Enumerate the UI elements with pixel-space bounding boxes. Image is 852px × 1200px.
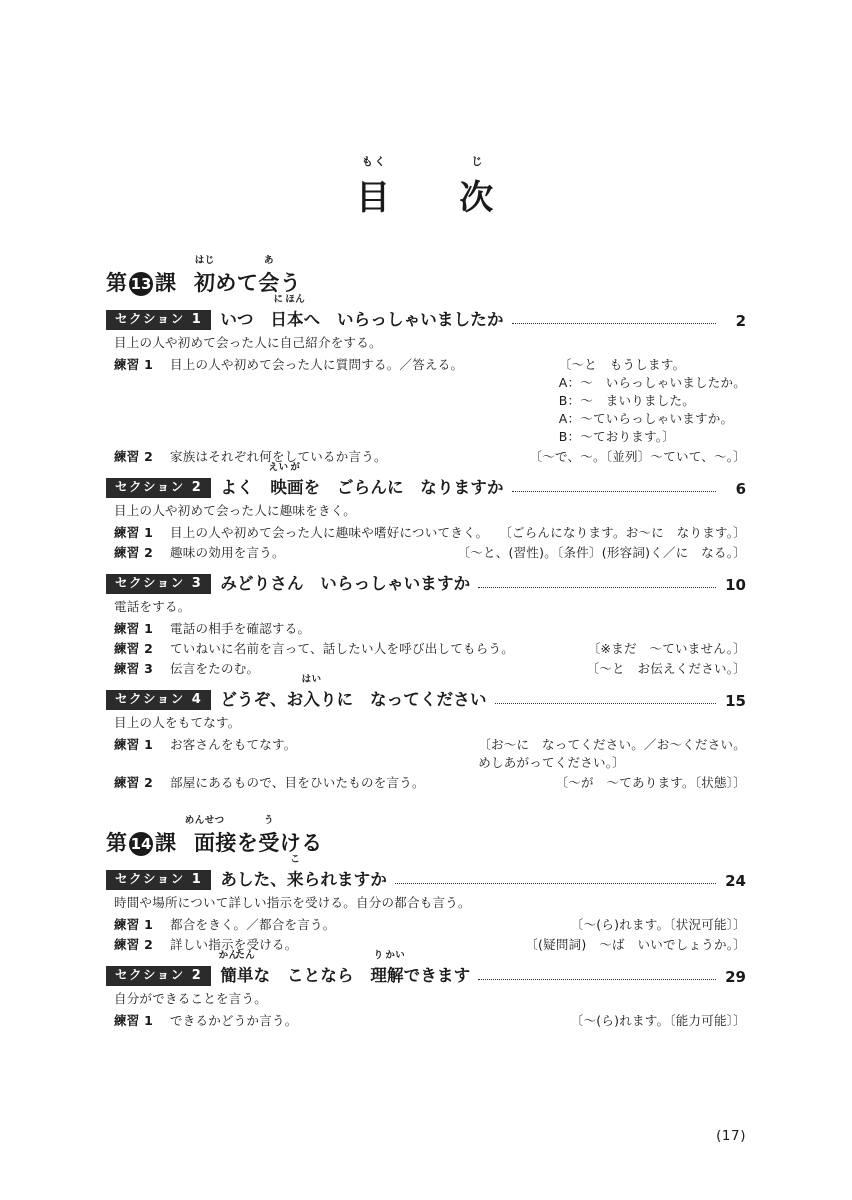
practice-notes: 〔～が ～てあります。〔状態〕〕 [555, 775, 746, 790]
practice-text: 家族はそれぞれ何をしているか言う。 [170, 449, 387, 464]
section-13-3-tag-number: 3 [191, 576, 203, 591]
practice-notes: 〔～と お伝えください。〕 [586, 661, 746, 676]
practice-notes: 〔～と もうします。 A：～ いらっしゃいましたか。 B：～ まいりました。 A：～ていらっしゃいますか。 B：～ております。〕 [558, 357, 746, 444]
toc-body [106, 219, 746, 1029]
lesson-13-number: 13 [129, 272, 153, 296]
practice-text: 電話の相手を確認する。 [170, 621, 311, 636]
lesson-14-title-pre: 面 [194, 831, 216, 855]
practice-13-4-1 [114, 735, 746, 771]
section-14-2-title: かん 簡 たん 単な ことなら り 理 かい 解できます [218, 950, 471, 985]
section-13-1-page: 2 [735, 312, 746, 330]
section-13-1-tag-number: 1 [191, 312, 203, 327]
section-14-1-tag-number: 1 [191, 872, 203, 887]
practice-13-4-2 [114, 773, 746, 791]
section-13-3-tag [106, 574, 211, 594]
lesson-13-title-post: う [279, 271, 302, 295]
section-14-2-desc: 自分ができることを言う。 [114, 991, 268, 1006]
lesson-14-heading [106, 815, 746, 857]
lesson-13-title-ruby-1: はじ [194, 255, 215, 266]
section-13-3-title: みどりさん いらっしゃいますか [220, 574, 471, 593]
title-char-2 [459, 155, 497, 219]
leader-dots [478, 978, 716, 980]
practice-13-3-3 [114, 659, 746, 677]
section-13-3[interactable] [106, 570, 746, 594]
leader-dots [395, 882, 716, 884]
section-14-1-tag [106, 870, 211, 890]
practice-label: 練習 2 [114, 641, 154, 656]
section-14-1-title: あした、 こ 来られますか [220, 854, 387, 889]
practice-text: できるかどうか言う。 [170, 1013, 298, 1028]
page-folio: (17) [716, 1128, 746, 1144]
lesson-13-title-mid: めて [215, 271, 259, 295]
section-13-4[interactable] [106, 674, 746, 710]
practice-13-1-1 [114, 355, 746, 445]
practice-text: 趣味の効用を言う。 [170, 545, 285, 560]
practice-13-2-2 [114, 543, 746, 561]
practice-notes: 〔ごらんになります。お～に なります。〕 [499, 525, 746, 540]
section-13-2-tag-label: セクション [115, 479, 185, 494]
page-title [0, 0, 852, 219]
section-14-2-tag [106, 966, 211, 986]
lesson-14 [106, 815, 746, 1029]
practice-13-2-1 [114, 523, 746, 541]
section-14-1-desc: 時間や場所について詳しい指示を受ける。自分の都合も言う。 [114, 895, 471, 910]
section-14-2-page: 29 [725, 968, 746, 986]
leader-dots [478, 586, 716, 588]
section-14-1[interactable] [106, 854, 746, 890]
practice-label: 練習 3 [114, 661, 154, 676]
lesson-14-title-mid: 接を [215, 831, 259, 855]
practice-label: 練習 1 [114, 1013, 154, 1028]
practice-label: 練習 1 [114, 737, 154, 752]
practice-label: 練習 1 [114, 621, 154, 636]
lesson-14-title-ruby-1: めんせつ [184, 815, 225, 826]
section-13-4-tag-label: セクション [115, 691, 185, 706]
section-13-3-tag-label: セクション [115, 575, 185, 590]
title-ruby-1: もく [361, 155, 387, 168]
practice-text: 都合をきく。／都合を言う。 [170, 917, 336, 932]
practice-label: 練習 2 [114, 775, 154, 790]
section-13-2-page: 6 [735, 480, 746, 498]
title-ruby-2: じ [471, 155, 484, 168]
practice-label: 練習 1 [114, 525, 154, 540]
practice-label: 練習 2 [114, 937, 154, 952]
practice-text: 詳しい指示を受ける。 [170, 937, 298, 952]
practice-14-2-1 [114, 1011, 746, 1029]
section-13-2-tag-number: 2 [191, 480, 203, 495]
practice-notes: 〔～と、(習性)。〔条件〕(形容詞)く／に なる。〕 [457, 545, 746, 560]
lesson-14-ka: 課 [155, 831, 176, 855]
lesson-14-title [184, 815, 323, 857]
lesson-13-heading [106, 255, 746, 297]
section-13-4-title: どうぞ、お はい 入りに なってください [220, 674, 487, 709]
practice-label: 練習 2 [114, 545, 154, 560]
section-13-4-page: 15 [725, 692, 746, 710]
leader-dots [512, 322, 716, 324]
lesson-13-title-pre: 初 [194, 271, 216, 295]
practice-notes: 〔お～に なってください。／お～ください。 めしあがってください。〕 [478, 737, 746, 770]
title-char-2-text: 次 [459, 178, 497, 218]
practice-13-3-2 [114, 639, 746, 657]
lesson-14-title-post: ける [279, 831, 323, 855]
section-13-1-desc: 目上の人や初めて会った人に自己紹介をする。 [114, 335, 382, 350]
lesson-13-title-ruby-2: あ [263, 255, 274, 266]
practice-text: お客さんをもてなす。 [170, 737, 297, 752]
lesson-14-number: 14 [129, 832, 153, 856]
practice-text: 目上の人や初めて会った人に趣味や嗜好についてきく。 [170, 525, 489, 540]
section-13-4-tag [106, 690, 211, 710]
section-14-1-tag-label: セクション [115, 871, 185, 886]
section-14-2[interactable] [106, 950, 746, 986]
section-14-1-page: 24 [725, 872, 746, 890]
practice-14-1-1 [114, 915, 746, 933]
section-13-1-title: いつ に 日 ほん 本へ いらっしゃいましたか [220, 294, 504, 329]
leader-dots [512, 490, 716, 492]
practice-13-3-1 [114, 619, 746, 637]
section-13-1-tag [106, 310, 211, 330]
section-14-2-tag-label: セクション [115, 967, 185, 982]
practice-notes: 〔～で、～。〔並列〕～ていて、～。〕 [529, 449, 746, 464]
section-13-3-desc: 電話をする。 [114, 599, 191, 614]
practice-text: 部屋にあるもので、目をひいたものを言う。 [170, 775, 425, 790]
practice-text: 伝言をたのむ。 [170, 661, 260, 676]
practice-13-1-2 [114, 447, 746, 465]
practice-label: 練習 1 [114, 917, 154, 932]
lesson-13-title [194, 255, 302, 297]
lesson-14-title-ruby-2: う [263, 815, 274, 826]
practice-notes: 〔～(ら)れます。〔状況可能〕〕 [570, 917, 746, 932]
lesson-13-title-kanji-2: 会 [258, 271, 280, 295]
practice-label: 練習 1 [114, 357, 154, 372]
lesson-13-ka: 課 [155, 271, 176, 295]
section-13-1-tag-label: セクション [115, 311, 185, 326]
section-13-1[interactable] [106, 294, 746, 330]
section-13-4-desc: 目上の人をもてなす。 [114, 715, 241, 730]
title-char-1 [355, 155, 393, 219]
section-13-2[interactable] [106, 462, 746, 498]
lesson-14-dai: 第 [106, 831, 127, 855]
section-13-3-page: 10 [725, 576, 746, 594]
title-char-1-text: 目 [355, 178, 393, 218]
practice-label: 練習 2 [114, 449, 154, 464]
section-13-2-title: よく えい 映 が 画を ごらんに なりますか [220, 462, 504, 497]
practice-notes: 〔～(ら)れます。〔能力可能〕〕 [570, 1013, 746, 1028]
practice-text: 目上の人や初めて会った人に質問する。／答える。 [170, 357, 464, 372]
lesson-13-dai: 第 [106, 271, 127, 295]
section-14-2-tag-number: 2 [191, 968, 203, 983]
practice-14-1-2 [114, 935, 746, 953]
section-13-4-tag-number: 4 [191, 692, 203, 707]
practice-notes: 〔※まだ ～ていません。〕 [587, 641, 746, 656]
leader-dots [495, 702, 716, 704]
lesson-13 [106, 255, 746, 791]
section-13-2-desc: 目上の人や初めて会った人に趣味をきく。 [114, 503, 357, 518]
practice-notes: 〔(疑問詞) ～ば いいでしょうか。〕 [525, 937, 746, 952]
section-13-2-tag [106, 478, 211, 498]
lesson-14-title-kanji-2: 受 [258, 831, 280, 855]
practice-text: ていねいに名前を言って、話したい人を呼び出してもらう。 [170, 641, 515, 656]
